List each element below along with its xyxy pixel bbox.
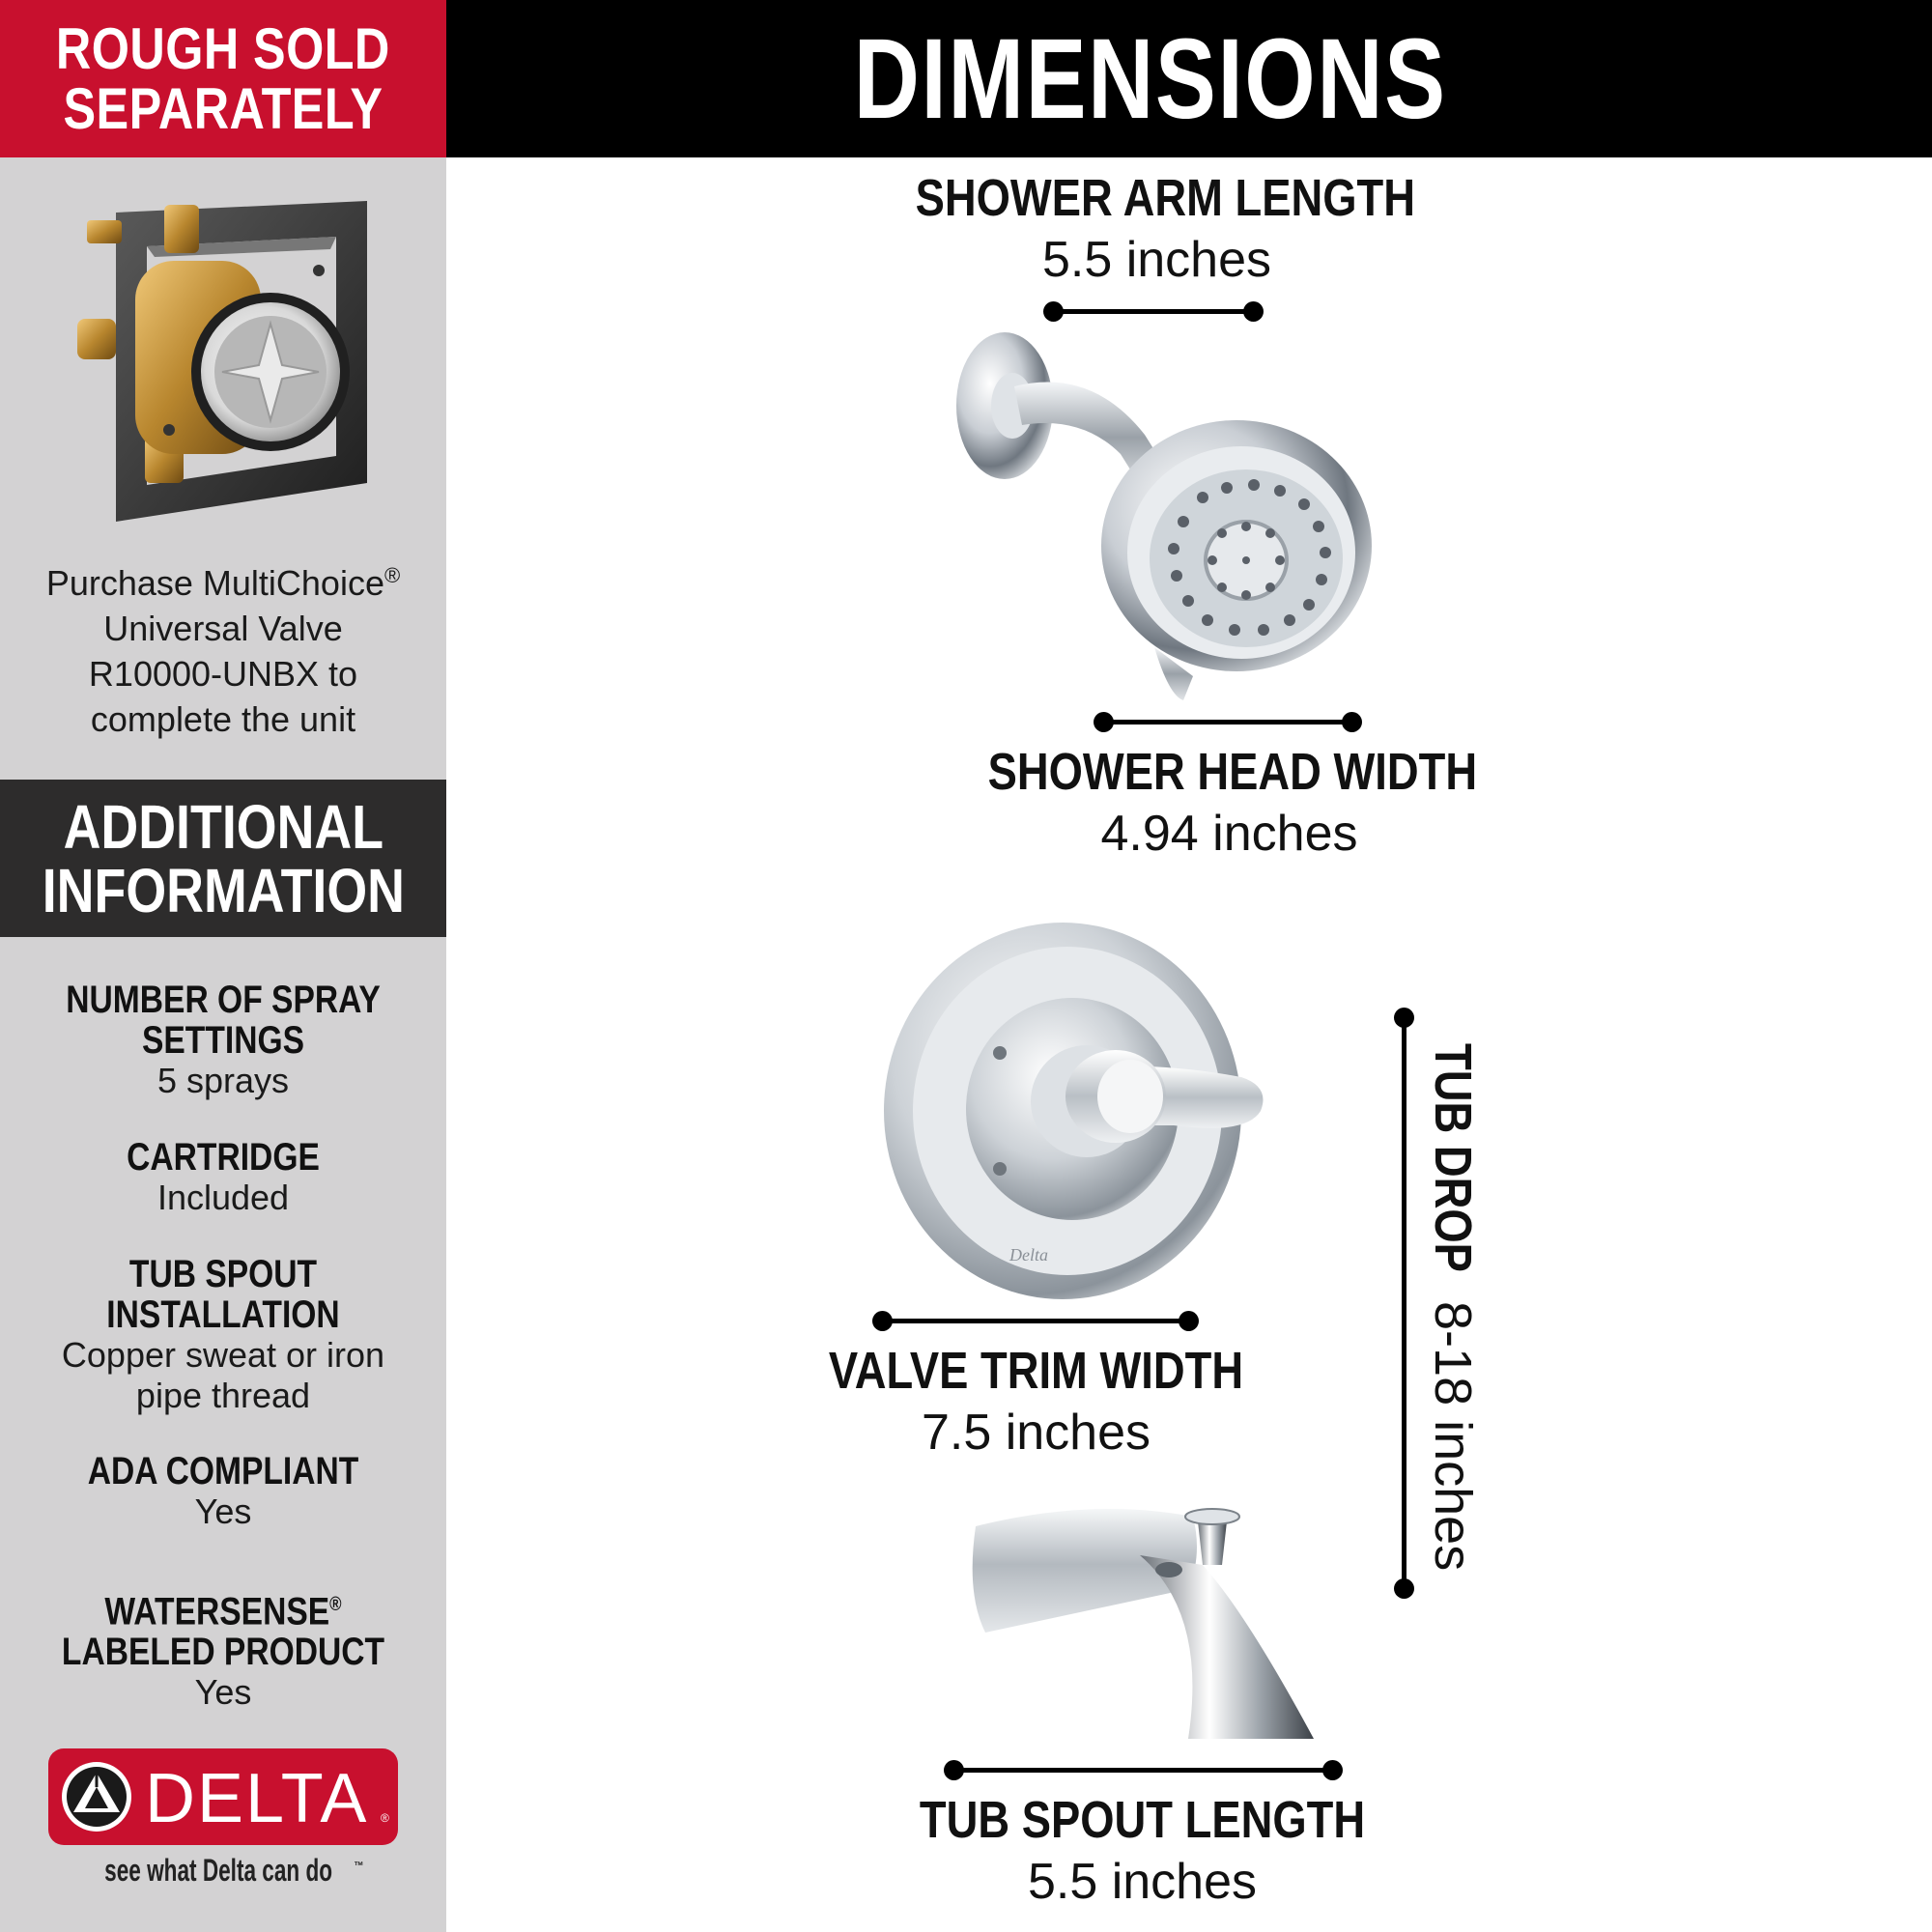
shower-head-width-value: 4.94 inches bbox=[1100, 806, 1358, 862]
spec-label-text: WATERSENSE bbox=[104, 1590, 330, 1634]
spec-label: INSTALLATION bbox=[106, 1293, 340, 1336]
valve-trim-dimension-line bbox=[882, 1319, 1189, 1323]
logo-registered-mark: ® bbox=[381, 1811, 389, 1825]
spec-watersense bbox=[0, 1584, 446, 1713]
spec-tub-spout-installation bbox=[0, 1254, 446, 1416]
shower-arm-length-label: SHOWER ARM LENGTH bbox=[915, 169, 1416, 227]
purchase-note-line1: Purchase MultiChoice bbox=[45, 563, 384, 603]
rough-banner-line1: ROUGH SOLD bbox=[56, 15, 390, 81]
tub-spout-length-value: 5.5 inches bbox=[1027, 1854, 1258, 1910]
tub-spout-length-label: TUB SPOUT LENGTH bbox=[919, 1791, 1366, 1849]
spec-cartridge bbox=[0, 1137, 446, 1218]
svg-text:Delta: Delta bbox=[1009, 1245, 1048, 1264]
shower-head-image bbox=[947, 328, 1391, 705]
valve-trim-width-value: 7.5 inches bbox=[921, 1405, 1151, 1461]
spec-label: SETTINGS bbox=[141, 1019, 305, 1062]
shower-head-width-label: SHOWER HEAD WIDTH bbox=[987, 743, 1478, 801]
rough-sold-separately-banner bbox=[0, 0, 446, 157]
tub-drop-value: 8-18 inches bbox=[1424, 1301, 1482, 1572]
delta-wordmark: DELTA bbox=[145, 1760, 369, 1837]
additional-banner-line2: INFORMATION bbox=[42, 855, 405, 925]
dimensions-header bbox=[446, 0, 1932, 157]
additional-banner-line1: ADDITIONAL bbox=[63, 791, 384, 862]
tub-spout-image bbox=[956, 1497, 1323, 1748]
tub-drop-dimension-line bbox=[1402, 1017, 1406, 1589]
spec-value: pipe thread bbox=[135, 1376, 311, 1415]
spec-value: 5 sprays bbox=[156, 1061, 290, 1100]
sidebar bbox=[0, 0, 446, 1932]
shower-arm-length-value: 5.5 inches bbox=[1041, 232, 1272, 288]
purchase-note-line4: complete the unit bbox=[90, 699, 356, 739]
valve-trim-image bbox=[874, 918, 1309, 1304]
spec-label: ADA COMPLIANT bbox=[87, 1450, 359, 1492]
tagline bbox=[0, 1853, 446, 1889]
additional-information-banner bbox=[0, 780, 446, 937]
rough-in-valve-image bbox=[77, 193, 386, 526]
spec-label: CARTRIDGE bbox=[127, 1136, 320, 1179]
spec-value: Yes bbox=[194, 1672, 252, 1713]
spec-label: NUMBER OF SPRAY bbox=[66, 979, 381, 1021]
spec-label: TUB SPOUT bbox=[128, 1253, 318, 1295]
delta-triangle-icon bbox=[62, 1762, 131, 1832]
shower-arm-dimension-line bbox=[1053, 309, 1254, 314]
tub-drop-text bbox=[1423, 1043, 1483, 1571]
spec-ada-compliant bbox=[0, 1451, 446, 1532]
trademark-mark: ™ bbox=[354, 1859, 364, 1873]
spec-label bbox=[36, 1584, 411, 1632]
purchase-note bbox=[0, 553, 446, 742]
tub-drop-label: TUB DROP bbox=[1424, 1043, 1482, 1272]
spec-spray-settings bbox=[0, 980, 446, 1101]
purchase-note-line2: Universal Valve bbox=[103, 609, 343, 648]
valve-trim-width-label: VALVE TRIM WIDTH bbox=[828, 1342, 1244, 1400]
shower-head-dimension-line bbox=[1103, 720, 1352, 724]
spec-label: LABELED PRODUCT bbox=[61, 1631, 385, 1674]
spec-value: Included bbox=[156, 1178, 290, 1217]
spec-value: Copper sweat or iron bbox=[61, 1335, 385, 1375]
rough-banner-line2: SEPARATELY bbox=[63, 75, 384, 141]
registered-mark: ® bbox=[329, 1594, 342, 1615]
tagline-text: see what Delta can do bbox=[104, 1853, 332, 1888]
purchase-note-line3: R10000-UNBX to bbox=[88, 654, 358, 694]
registered-mark: ® bbox=[384, 563, 401, 587]
delta-logo bbox=[48, 1748, 398, 1845]
spec-value: Yes bbox=[194, 1492, 252, 1531]
tub-drop-annotation bbox=[1415, 1043, 1483, 1572]
tub-spout-dimension-line bbox=[953, 1768, 1333, 1773]
page-title: DIMENSIONS bbox=[854, 14, 1447, 143]
